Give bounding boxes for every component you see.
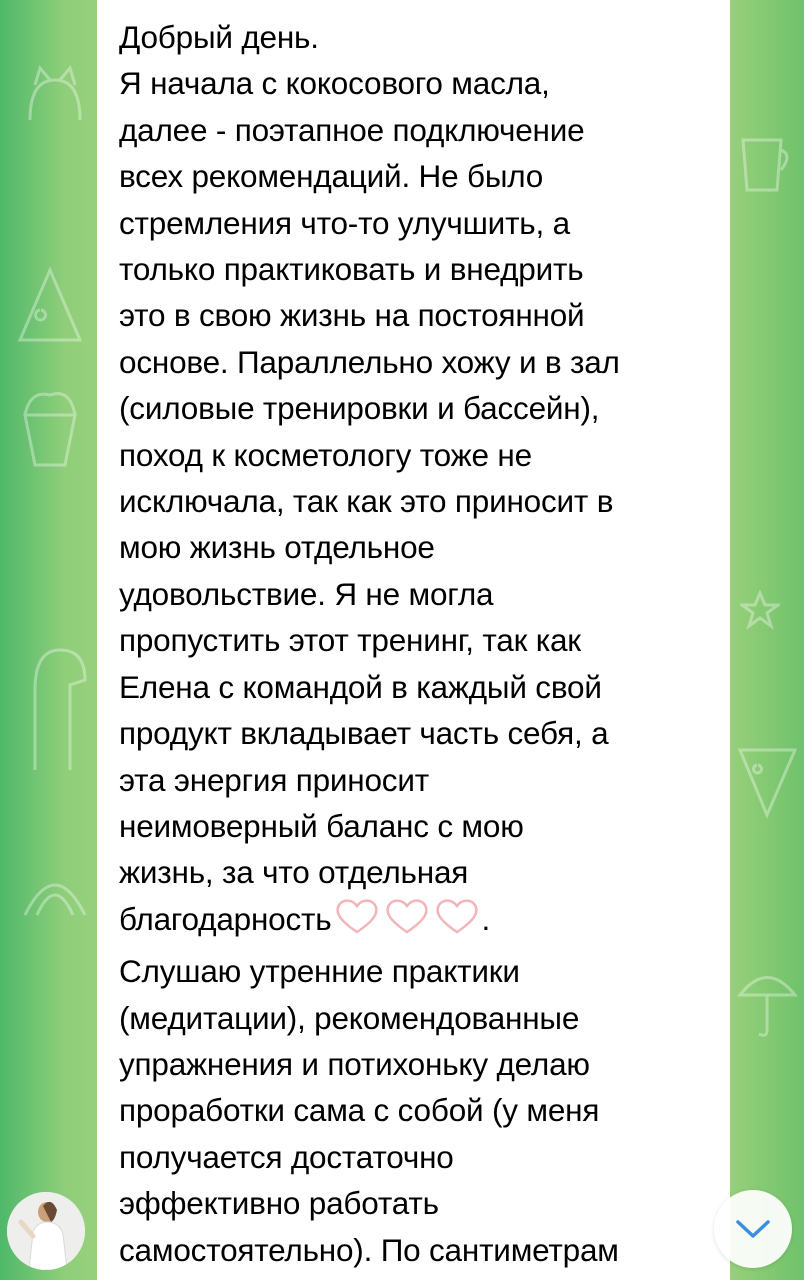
wallpaper-doodle-pizza-slice-icon xyxy=(735,740,800,820)
message-line: продукт вкладывает часть себя, а xyxy=(119,715,609,752)
message-line: мою жизнь отдельное xyxy=(119,529,435,566)
message-line: исключала, так как это приносит в xyxy=(119,483,614,520)
message-line: Я начала с кокосового масла, xyxy=(119,65,550,102)
wallpaper-doodle-cat-icon xyxy=(20,60,90,130)
wallpaper-doodle-umbrella-icon xyxy=(735,960,800,1040)
wallpaper-doodle-popcorn-icon xyxy=(10,380,90,470)
message-line: Добрый день. xyxy=(119,19,319,55)
sender-avatar[interactable] xyxy=(7,1192,85,1270)
message-text xyxy=(119,14,710,1273)
white-heart-icon xyxy=(438,900,477,931)
message-line: пропустить этот тренинг, так как xyxy=(119,622,581,659)
message-line: Елена с командой в каждый свой xyxy=(119,668,602,705)
wallpaper-doodle-cup-icon xyxy=(735,120,795,200)
message-line: эта энергия приносит xyxy=(119,761,429,798)
avatar-photo xyxy=(7,1192,85,1270)
white-heart-icon xyxy=(338,900,377,931)
message-line: неимоверный баланс с мою xyxy=(119,807,524,844)
scroll-down-button[interactable] xyxy=(714,1190,792,1268)
message-line: (медитации), рекомендованные xyxy=(119,999,580,1036)
message-line: упражнения и потихоньку делаю xyxy=(119,1045,590,1082)
wallpaper-doodle-rainbow-icon xyxy=(15,860,95,920)
hearts-line-suffix: . xyxy=(481,900,491,937)
wallpaper-doodle-pizza-icon xyxy=(10,260,90,350)
message-line: далее - поэтапное подключение xyxy=(119,111,585,148)
wallpaper-doodle-dino-icon xyxy=(15,630,95,780)
message-line: Слушаю утренние практики xyxy=(119,953,520,990)
message-line: всех рекомендаций. Не было xyxy=(119,158,544,195)
message-line: поход к косметологу тоже не xyxy=(119,436,532,473)
message-line: получается достаточно xyxy=(119,1138,454,1175)
message-line: самостоятельно). По сантиметрам xyxy=(119,1231,619,1268)
message-line: эффективно работать xyxy=(119,1185,439,1222)
message-bubble[interactable] xyxy=(97,0,730,1280)
white-heart-emoji-group xyxy=(333,896,481,948)
message-line: это в свою жизнь на постоянной xyxy=(119,297,585,334)
message-line-hearts xyxy=(119,901,490,937)
message-line: жизнь, за что отдельная xyxy=(119,854,469,891)
message-line: основе. Параллельно хожу и в зал xyxy=(119,343,620,380)
message-line: удовольствие. Я не могла xyxy=(119,575,494,612)
hearts-line-prefix: благодарность xyxy=(119,900,332,937)
white-heart-icon xyxy=(388,900,427,931)
message-line: стремления что-то улучшить, а xyxy=(119,204,570,241)
chevron-down-icon xyxy=(734,1217,772,1241)
message-line: только практиковать и внедрить xyxy=(119,251,584,288)
wallpaper-doodle-star-icon xyxy=(740,590,780,630)
message-line: (силовые тренировки и бассейн), xyxy=(119,390,600,427)
message-line: проработки сама с собой (у меня xyxy=(119,1092,600,1129)
